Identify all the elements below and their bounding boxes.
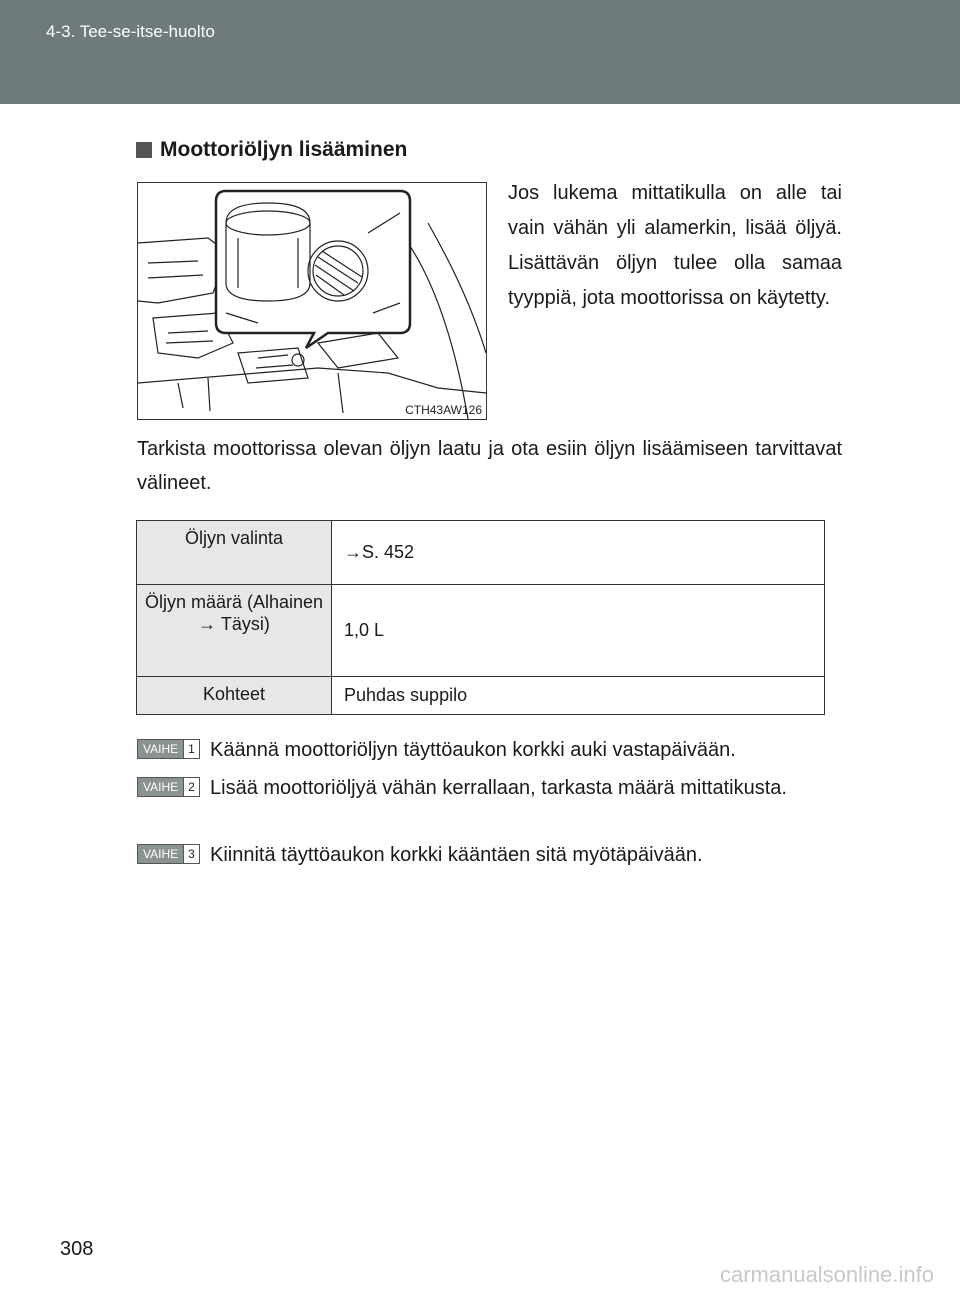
step-badge-number: 3 bbox=[183, 845, 199, 863]
square-bullet-icon bbox=[136, 142, 152, 158]
table-label: Öljyn määrä (Alhainen → Täysi) bbox=[137, 585, 332, 677]
table-row bbox=[137, 521, 825, 585]
table-value: →S. 452 bbox=[332, 521, 825, 585]
step-2 bbox=[137, 771, 842, 805]
table-row bbox=[137, 677, 825, 715]
engine-illustration bbox=[137, 182, 487, 420]
table-label: Kohteet bbox=[137, 677, 332, 715]
table-row bbox=[137, 585, 825, 677]
step-3 bbox=[137, 838, 842, 872]
step-badge-number: 2 bbox=[183, 778, 199, 796]
step-text: Lisää moottoriöljyä vähän kerrallaan, tarkasta määrä mittatikusta. bbox=[210, 777, 787, 799]
engine-drawing-icon bbox=[138, 183, 486, 419]
figure-code: CTH43AW126 bbox=[405, 403, 482, 417]
step-badge-word: VAIHE bbox=[138, 740, 183, 758]
page-number: 308 bbox=[60, 1238, 94, 1260]
section-title bbox=[136, 138, 407, 162]
oil-spec-table bbox=[136, 520, 825, 715]
table-label: Öljyn valinta bbox=[137, 521, 332, 585]
step-badge bbox=[137, 777, 200, 797]
table-value: Puhdas suppilo bbox=[332, 677, 825, 715]
table-value: 1,0 L bbox=[332, 585, 825, 677]
side-paragraph: Jos lukema mittatikulla on alle tai vain vähän yli alamerkin, lisää öljyä. Lisättävän öljyn tulee olla samaa tyyppiä, jota moottorissa on käytetty. bbox=[508, 182, 842, 309]
section-header: 4-3. Tee-se-itse-huolto bbox=[46, 22, 215, 41]
step-badge-number: 1 bbox=[183, 740, 199, 758]
section-title-text: Moottoriöljyn lisääminen bbox=[160, 138, 408, 161]
step-badge-word: VAIHE bbox=[138, 845, 183, 863]
step-badge bbox=[137, 844, 200, 864]
step-1 bbox=[137, 733, 842, 767]
step-text: Käännä moottoriöljyn täyttöaukon korkki auki vastapäivään. bbox=[210, 739, 736, 761]
intro-paragraph: Tarkista moottorissa olevan öljyn laatu ja ota esiin öljyn lisäämiseen tarvittavat välineet. bbox=[137, 438, 842, 494]
step-text: Kiinnitä täyttöaukon korkki kääntäen sitä myötäpäivään. bbox=[210, 844, 703, 866]
header-bar bbox=[0, 0, 960, 104]
watermark: carmanualsonline.info bbox=[719, 1262, 934, 1287]
step-badge-word: VAIHE bbox=[138, 778, 183, 796]
step-badge bbox=[137, 739, 200, 759]
